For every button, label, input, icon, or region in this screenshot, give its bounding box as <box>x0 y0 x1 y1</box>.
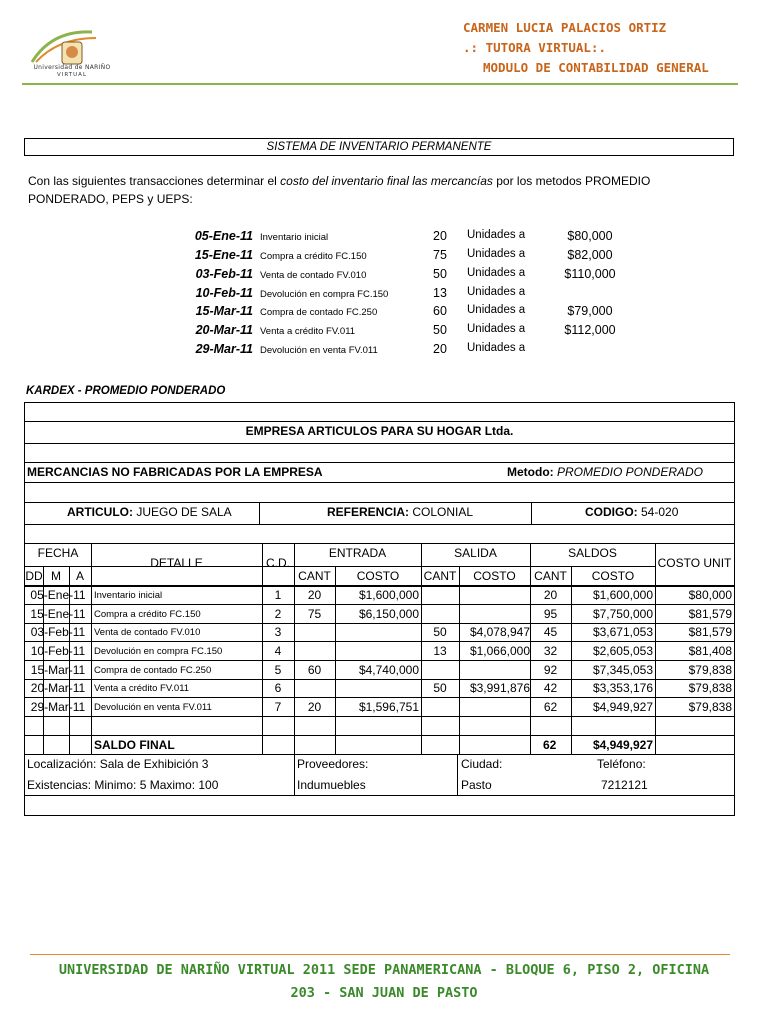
logo-text: Universidad de NARIÑO <box>33 64 111 71</box>
row-cd: 3 <box>274 625 282 639</box>
col-bal-cant: CANT <box>534 569 567 583</box>
instructions: Con las siguientes transacciones determinar el costo del inventario final las mercancías por los metodos PROMEDIO PONDERADO, PEPS y UEPS: <box>28 174 651 206</box>
row-bal-cost: $1,600,000 <box>592 588 653 602</box>
transaction-row <box>0 304 768 323</box>
row-bal-cost: $3,353,176 <box>592 681 653 695</box>
footer-address: UNIVERSIDAD DE NARIÑO VIRTUAL 2011 SEDE PANAMERICANA - BLOQUE 6, PISO 2, OFICINA <box>58 962 710 978</box>
row-unit-cost: $79,838 <box>688 681 732 695</box>
row-unit-cost: $79,838 <box>688 663 732 677</box>
row-detail: Devolución en venta FV.011 <box>94 702 212 713</box>
row-date: 15-Mar-11 <box>30 663 86 677</box>
footer-divider <box>30 954 730 955</box>
transaction-unit: Unidades a <box>467 323 526 335</box>
transaction-row <box>0 286 768 305</box>
row-out-cost: $4,078,947 <box>469 625 530 639</box>
col-in-cant: CANT <box>298 569 331 583</box>
transaction-date: 05-Ene-11 <box>194 229 253 243</box>
transaction-desc: Venta a crédito FV.011 <box>260 326 356 337</box>
row-bal-qty: 20 <box>543 588 558 602</box>
providers-label: Proveedores: <box>297 757 369 771</box>
final-label: SALDO FINAL <box>94 738 175 752</box>
transaction-desc: Devolución en venta FV.011 <box>260 345 378 356</box>
row-bal-qty: 45 <box>543 625 558 639</box>
col-saldos: SALDOS <box>568 546 617 560</box>
row-cd: 1 <box>274 588 282 602</box>
row-in-cost: $1,596,751 <box>358 700 419 714</box>
row-unit-cost: $79,838 <box>688 700 732 714</box>
tutor-role: .: TUTORA VIRTUAL:. <box>463 40 606 55</box>
transaction-row <box>0 248 768 267</box>
row-detail: Venta de contado FV.010 <box>94 627 201 638</box>
transaction-row <box>0 323 768 342</box>
row-detail: Compra de contado FC.250 <box>94 665 212 676</box>
transaction-desc: Inventario inicial <box>260 232 329 243</box>
transaction-qty: 13 <box>433 286 447 300</box>
col-m: M <box>51 569 61 583</box>
article: ARTICULO: JUEGO DE SALA <box>67 505 232 519</box>
col-entrada: ENTRADA <box>328 546 387 560</box>
stock-limits: Existencias: Minimo: 5 Maximo: 100 <box>27 778 219 792</box>
row-unit-cost: $81,579 <box>688 607 732 621</box>
row-bal-cost: $7,750,000 <box>592 607 653 621</box>
row-bal-cost: $4,949,927 <box>592 700 653 714</box>
final-bal-qty: 62 <box>543 738 557 752</box>
providers-value: Indumuebles <box>297 778 366 792</box>
row-detail: Venta a crédito FV.011 <box>94 683 190 694</box>
transaction-desc: Compra de contado FC.250 <box>260 307 378 318</box>
row-bal-cost: $7,345,053 <box>592 663 653 677</box>
company-name: EMPRESA ARTICULOS PARA SU HOGAR Ltda. <box>245 424 514 438</box>
row-in-cost: $4,740,000 <box>358 663 419 677</box>
row-in-cost: $6,150,000 <box>358 607 419 621</box>
row-cd: 7 <box>274 700 282 714</box>
transaction-price: $110,000 <box>564 267 616 281</box>
col-out-cant: CANT <box>423 569 457 583</box>
city-value: Pasto <box>461 778 492 792</box>
transaction-qty: 20 <box>433 342 447 356</box>
transaction-price: $80,000 <box>567 229 613 243</box>
col-in-costo: COSTO <box>356 569 400 583</box>
row-cd: 2 <box>274 607 282 621</box>
transaction-row <box>0 342 768 361</box>
col-bal-costo: COSTO <box>591 569 635 583</box>
row-cd: 5 <box>274 663 282 677</box>
row-out-qty: 50 <box>433 625 447 639</box>
col-salida: SALIDA <box>454 546 497 560</box>
row-detail: Compra a crédito FC.150 <box>94 609 201 620</box>
transaction-qty: 60 <box>433 304 447 318</box>
transaction-desc: Venta de contado FV.010 <box>260 270 367 281</box>
kardex-table <box>24 402 735 816</box>
transaction-unit: Unidades a <box>467 304 526 316</box>
col-cd: C.D. <box>266 556 290 570</box>
location: Localización: Sala de Exhibición 3 <box>27 757 209 771</box>
col-detalle: DETALLE <box>150 556 203 570</box>
col-costo-unit: COSTO UNIT <box>657 556 732 570</box>
col-out-costo: COSTO <box>473 569 516 583</box>
transaction-unit: Unidades a <box>467 267 526 279</box>
final-bal-cost: $4,949,927 <box>592 738 653 752</box>
row-out-cost: $3,991,876 <box>469 681 530 695</box>
row-date: 15-Ene-11 <box>30 607 86 621</box>
row-in-qty: 75 <box>307 607 322 621</box>
transaction-qty: 50 <box>433 267 447 281</box>
row-unit-cost: $80,000 <box>688 588 732 602</box>
row-detail: Devolución en compra FC.150 <box>94 646 223 657</box>
transaction-date: 03-Feb-11 <box>195 267 253 281</box>
row-out-qty: 13 <box>433 644 447 658</box>
row-bal-cost: $3,671,053 <box>592 625 653 639</box>
transaction-row <box>0 267 768 286</box>
row-in-qty: 20 <box>307 588 322 602</box>
footer-city: 203 - SAN JUAN DE PASTO <box>290 985 478 1001</box>
row-bal-qty: 62 <box>543 700 558 714</box>
transaction-date: 15-Mar-11 <box>195 304 253 318</box>
reference: REFERENCIA: COLONIAL <box>327 505 474 519</box>
module-name: MODULO DE CONTABILIDAD GENERAL <box>483 60 709 75</box>
phone-value: 7212121 <box>601 778 648 792</box>
transaction-price: $82,000 <box>567 248 613 262</box>
transaction-qty: 75 <box>433 248 447 262</box>
city-label: Ciudad: <box>461 757 503 771</box>
logo-subtext: VIRTUAL <box>56 72 88 78</box>
transaction-unit: Unidades a <box>467 248 526 260</box>
row-date: 10-Feb-11 <box>30 644 86 658</box>
code: CODIGO: 54-020 <box>585 505 679 519</box>
col-a: A <box>75 569 84 583</box>
merchandise-type: MERCANCIAS NO FABRICADAS POR LA EMPRESA <box>27 465 323 479</box>
row-in-qty: 60 <box>307 663 322 677</box>
tutor-name: CARMEN LUCIA PALACIOS ORTIZ <box>463 20 667 35</box>
row-date: 05-Ene-11 <box>30 588 86 602</box>
transaction-date: 20-Mar-11 <box>195 323 253 337</box>
row-bal-qty: 42 <box>543 681 558 695</box>
row-bal-qty: 95 <box>543 607 558 621</box>
transaction-date: 10-Feb-11 <box>195 286 253 300</box>
transaction-qty: 20 <box>433 229 447 243</box>
row-cd: 6 <box>274 681 282 695</box>
row-out-cost: $1,066,000 <box>469 644 530 658</box>
transaction-qty: 50 <box>433 323 447 337</box>
col-dd: DD <box>25 569 43 583</box>
row-date: 03-Feb-11 <box>30 625 86 639</box>
transaction-desc: Devolución en compra FC.150 <box>260 289 389 300</box>
row-unit-cost: $81,408 <box>688 644 732 658</box>
row-bal-qty: 92 <box>543 663 558 677</box>
row-date: 20-Mar-11 <box>30 681 86 695</box>
phone-label: Teléfono: <box>597 757 646 771</box>
row-bal-qty: 32 <box>543 644 558 658</box>
row-bal-cost: $2,605,053 <box>592 644 653 658</box>
col-fecha: FECHA <box>37 546 79 560</box>
transaction-price: $79,000 <box>567 304 613 318</box>
row-cd: 4 <box>274 644 282 658</box>
row-in-qty: 20 <box>307 700 322 714</box>
transaction-unit: Unidades a <box>467 286 526 298</box>
header-divider <box>22 83 738 85</box>
transaction-price: $112,000 <box>564 323 616 337</box>
transaction-date: 29-Mar-11 <box>195 342 253 356</box>
transaction-date: 15-Ene-11 <box>194 248 253 262</box>
method: Metodo: PROMEDIO PONDERADO <box>507 465 704 479</box>
kardex-title: KARDEX - PROMEDIO PONDERADO <box>26 385 226 397</box>
transaction-desc: Compra a crédito FC.150 <box>260 251 367 262</box>
row-detail: Inventario inicial <box>94 590 163 601</box>
row-unit-cost: $81,579 <box>688 625 732 639</box>
transaction-unit: Unidades a <box>467 342 526 354</box>
page-title: SISTEMA DE INVENTARIO PERMANENTE <box>24 138 734 156</box>
row-in-cost: $1,600,000 <box>358 588 419 602</box>
row-date: 29-Mar-11 <box>30 700 86 714</box>
transaction-row <box>0 229 768 248</box>
row-out-qty: 50 <box>433 681 447 695</box>
transaction-unit: Unidades a <box>467 229 526 241</box>
